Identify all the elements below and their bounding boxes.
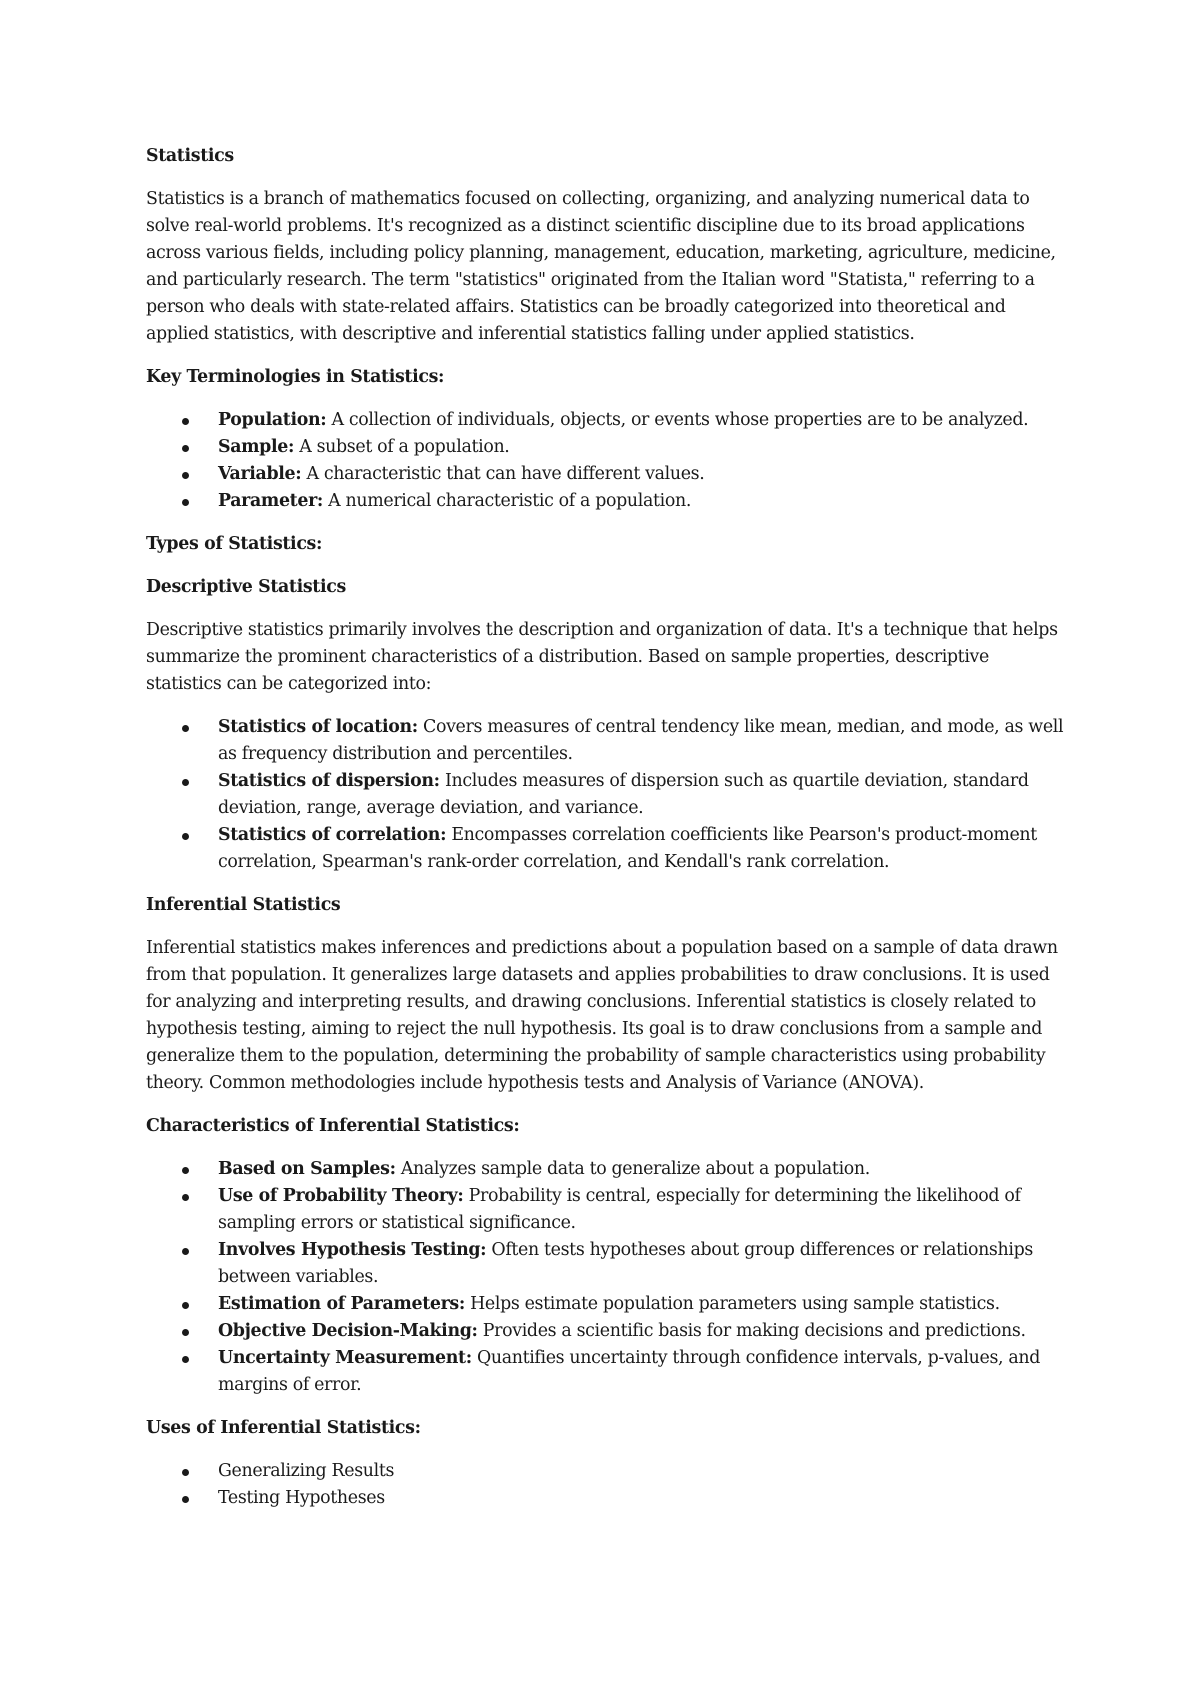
term-label: Statistics of correlation: xyxy=(218,825,447,845)
descriptive-list xyxy=(146,714,1066,876)
descriptive-paragraph: Descriptive statistics primarily involves the description and organization of data. It's a technique that helps summarize the prominent characteristics of a distribution. Based on sample properties, descriptive statistics can be categorized into: xyxy=(146,620,1058,694)
characteristics-heading: Characteristics of Inferential Statistics: xyxy=(146,1116,520,1136)
term-text: Quantifies uncertainty through confidence intervals, p-values, and margins of error. xyxy=(218,1348,1041,1395)
term-label: Use of Probability Theory: xyxy=(218,1186,464,1206)
document-page xyxy=(146,143,1066,1528)
bullet-icon xyxy=(182,418,189,425)
uses-heading: Uses of Inferential Statistics: xyxy=(146,1418,421,1438)
intro-paragraph: Statistics is a branch of mathematics focused on collecting, organizing, and analyzing numerical data to solve real-world problems. It's recognized as a distinct scientific discipline due to its broad applications across various fields, including policy planning, management, education, marketing, agriculture, medicine, and particularly research. The term "statistics" originated from the Italian word "Statista," referring to a person who deals with state-related affairs. Statistics can be broadly categorized into theoretical and applied statistics, with descriptive and inferential statistics falling under applied statistics. xyxy=(146,189,1056,344)
term-label: Parameter: xyxy=(218,491,323,511)
term-text: Often tests hypotheses about group differences or relationships between variables. xyxy=(218,1240,1033,1287)
bullet-icon xyxy=(182,1329,189,1336)
bullet-icon xyxy=(182,445,189,452)
bullet-icon xyxy=(182,1469,189,1476)
list-item xyxy=(146,1183,1066,1237)
inferential-heading: Inferential Statistics xyxy=(146,895,341,915)
term-text: A numerical characteristic of a population. xyxy=(322,491,692,511)
term-label: Uncertainty Measurement: xyxy=(218,1348,472,1368)
list-item xyxy=(146,1237,1066,1291)
term-text: A subset of a population. xyxy=(294,437,510,457)
term-text: Analyzes sample data to generalize about a population. xyxy=(395,1159,870,1179)
term-label: Involves Hypothesis Testing: xyxy=(218,1240,487,1260)
list-item xyxy=(146,407,1066,434)
item-text: Generalizing Results xyxy=(218,1461,395,1481)
key-terms-heading: Key Terminologies in Statistics: xyxy=(146,367,445,387)
key-terms-list xyxy=(146,407,1066,515)
list-item xyxy=(146,768,1066,822)
inferential-paragraph: Inferential statistics makes inferences and predictions about a population based on a sample of data drawn from that population. It generalizes large datasets and applies probabilities to draw conclusions. It is used for analyzing and interpreting results, and drawing conclusions. Inferential statistics is closely related to hypothesis testing, aiming to reject the null hypothesis. Its goal is to draw conclusions from a sample and generalize them to the population, determining the probability of sample characteristics using probability theory. Common methodologies include hypothesis tests and Analysis of Variance (ANOVA). xyxy=(146,938,1058,1093)
term-label: Population: xyxy=(218,410,327,430)
list-item xyxy=(146,461,1066,488)
list-item xyxy=(146,488,1066,515)
bullet-icon xyxy=(182,1496,189,1503)
bullet-icon xyxy=(182,472,189,479)
term-text: Provides a scientific basis for making decisions and predictions. xyxy=(477,1321,1026,1341)
bullet-icon xyxy=(182,1167,189,1174)
list-item xyxy=(146,1345,1066,1399)
uses-list xyxy=(146,1458,1066,1512)
term-text: Includes measures of dispersion such as quartile deviation, standard deviation, range, average deviation, and variance. xyxy=(218,771,1029,818)
list-item xyxy=(146,1485,1066,1512)
list-item xyxy=(146,434,1066,461)
types-heading: Types of Statistics: xyxy=(146,534,323,554)
characteristics-list xyxy=(146,1156,1066,1399)
term-label: Based on Samples: xyxy=(218,1159,396,1179)
bullet-icon xyxy=(182,779,189,786)
bullet-icon xyxy=(182,1302,189,1309)
term-label: Statistics of location: xyxy=(218,717,418,737)
bullet-icon xyxy=(182,1248,189,1255)
bullet-icon xyxy=(182,1356,189,1363)
term-label: Statistics of dispersion: xyxy=(218,771,440,791)
term-text: Covers measures of central tendency like mean, median, and mode, as well as frequency distribution and percentiles. xyxy=(218,717,1064,764)
list-item xyxy=(146,714,1066,768)
term-text: A collection of individuals, objects, or events whose properties are to be analyzed. xyxy=(326,410,1029,430)
term-text: A characteristic that can have different values. xyxy=(301,464,705,484)
bullet-icon xyxy=(182,833,189,840)
list-item xyxy=(146,1458,1066,1485)
term-label: Estimation of Parameters: xyxy=(218,1294,465,1314)
item-text: Testing Hypotheses xyxy=(218,1488,385,1508)
list-item xyxy=(146,822,1066,876)
term-label: Variable: xyxy=(218,464,302,484)
list-item xyxy=(146,1156,1066,1183)
term-label: Objective Decision-Making: xyxy=(218,1321,478,1341)
term-label: Sample: xyxy=(218,437,295,457)
term-text: Probability is central, especially for determining the likelihood of sampling errors or statistical significance. xyxy=(218,1186,1021,1233)
bullet-icon xyxy=(182,499,189,506)
list-item xyxy=(146,1291,1066,1318)
descriptive-heading: Descriptive Statistics xyxy=(146,577,346,597)
document-title: Statistics xyxy=(146,146,234,166)
term-text: Encompasses correlation coefficients like Pearson's product-moment correlation, Spearman's rank-order correlation, and Kendall's rank correlation. xyxy=(218,825,1037,872)
term-text: Helps estimate population parameters using sample statistics. xyxy=(464,1294,1000,1314)
bullet-icon xyxy=(182,725,189,732)
list-item xyxy=(146,1318,1066,1345)
bullet-icon xyxy=(182,1194,189,1201)
